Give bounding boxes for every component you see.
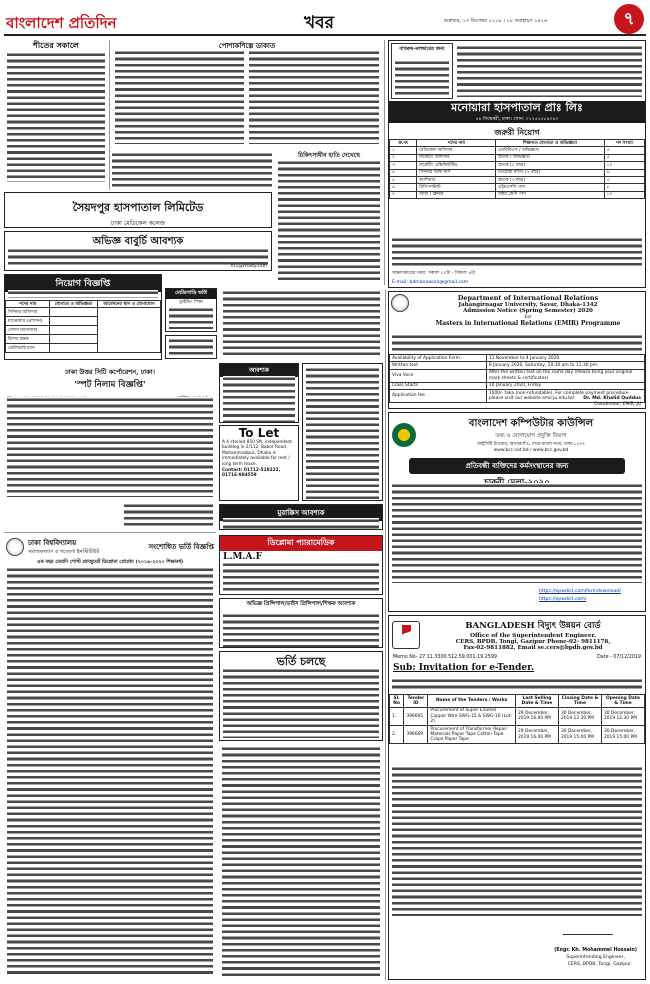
article-title: শীতের সকালে <box>33 40 79 50</box>
column-header: যোগ্যতা ও অভিজ্ঞতা <box>50 301 98 308</box>
website-link[interactable]: https://epwdict.com/ <box>539 597 587 602</box>
university-seal-icon <box>391 294 409 312</box>
notice-bpdb-etender <box>388 615 646 980</box>
bpdb-logo-icon <box>392 621 420 649</box>
ad-contact: Contact: 01712-518222, 01716-984559 <box>222 468 281 479</box>
university-seal-icon <box>6 538 24 556</box>
column-header: Closing Date & Time <box>558 695 601 708</box>
notice-web: www.bcc.net.bd / www.bcc.gov.bd <box>493 448 569 453</box>
notice-for: for <box>524 314 532 320</box>
table-row: ৩ মার্কেটিং এক্সিকিউটিভ স্নাতক (২ বছর) ১০ <box>390 162 645 169</box>
ad-tagline: বাথরুম-মলদ্বারের জন্য <box>399 46 445 52</box>
article-elephant <box>275 150 383 285</box>
notice-office: Office of the Superintendent Engineer. <box>469 633 597 639</box>
notice-title: ঢাকা উত্তর সিটি কর্পোরেশন, ঢাকা। <box>65 368 155 376</box>
table-row: Application fee 1000/- taka (non-refundable). For complete payment procedure please visit our website emir.ju.edu.bd <box>390 390 645 403</box>
table-row: ১ মেডিকেল অফিসার এমবিবিএস / অভিজ্ঞতা ৫ <box>390 147 645 154</box>
ad-hospital-banner <box>4 192 272 228</box>
ad-address: ৫৪ সিদ্ধেশ্বরী, ঢাকা। ফোন: ০১৭৫৫৫৮৯০৯০ <box>475 117 559 122</box>
column-header: Tender ID <box>404 695 428 708</box>
memo-date: Date - 07/12/2019 <box>597 655 641 660</box>
ad-bottom-mid <box>219 744 383 980</box>
job-title: সেলস ম্যানেজার <box>6 326 50 335</box>
ad-title: মোটরগাড়ি ভর্তি <box>166 289 216 299</box>
ad-subtitle: ড্রাইভিং শিক্ষা <box>179 300 203 305</box>
job-title: ম্যানেজার (প্রশাসন) <box>6 317 50 326</box>
column-header: ক্র.নং <box>390 140 417 147</box>
notice-fax: Fax-02-9811882, Email se.cers@bpdb.gov.bd <box>463 645 603 651</box>
ad-title: নিয়োগ বিজ্ঞপ্তি <box>5 275 161 292</box>
column-header: আবেদনের স্থান ও যোগাযোগ <box>98 301 161 308</box>
notice-address: আইসিটি টাওয়ার, আগারগাঁও, শেরে-বাংলা নগর, ঢাকা-১২০৭ <box>477 442 585 447</box>
ad-title: মুরাক্কিস আবশ্যক <box>220 505 382 521</box>
table-row: ৪ সিনিয়র স্টাফ নার্স ডিপ্লোমা নার্সিং (২ বছর) ৬ <box>390 169 645 176</box>
article-title: পোশাকশিল্পে ডাকাত <box>218 41 276 50</box>
ad-title: ভর্তি চলছে <box>276 655 326 668</box>
table-row: Class Starts 10 January 2020, Friday <box>390 382 645 389</box>
table-row: ৬ রিসিপশনিস্ট এইচএসসি পাস ৮ <box>390 184 645 191</box>
notice-ju-admission <box>388 291 646 409</box>
notice-subtitle: সংশোধিত ভর্তি বিজ্ঞপ্তি <box>148 542 214 551</box>
column-header: Name of the Tenders / Works <box>428 695 516 708</box>
table-row: ৫ ক্যাশিয়ার স্নাতক (৩ বছর) ৩ <box>390 177 645 184</box>
ad-chef-wanted <box>4 231 272 271</box>
signatory-org: CERS, BPDB, Tongi, Gazipur <box>567 962 631 967</box>
ad-principal-wanted <box>219 598 383 648</box>
ad-subtitle: ঢাকা মেডিকেল কলেজ <box>110 220 166 227</box>
notice-title: BANGLADESH বিদ্যুৎ উন্নয়ন বোর্ড <box>465 621 601 631</box>
notice-program: Masters in International Relations (EMIR) Programme <box>435 320 621 327</box>
ad-murakkis <box>219 504 383 530</box>
notice-title: ঢাকা বিশ্ববিদ্যালয় <box>28 538 77 547</box>
job-title: ডেলিভারি ম্যান <box>6 344 50 353</box>
column-header: Sl. No <box>390 695 404 708</box>
job-title: সিনিয়র অফিসার <box>6 308 50 317</box>
ad-paramedic <box>219 535 383 595</box>
column-header: পদের নাম <box>417 140 496 147</box>
masthead <box>4 4 646 36</box>
jobs-table <box>389 139 645 199</box>
section-title: খবর <box>304 13 334 33</box>
ad-title: অভিজ্ঞ বাবুর্চি আবশ্যক <box>92 236 184 247</box>
table-row: 1. 396665 Procurement of Super Enamel Copper Wire SWG-15 & SWG-16 (Lot-2) 29 December, 2019 16.00 PM 30 December, 2019 12.30 PM 30 December, 2019 12.30 PM <box>390 707 645 725</box>
notice-address: CERS, BPDB, Tongi, Gazipur Phone-02- 9811178, <box>455 639 611 645</box>
signatory-title: Superintending Engineer, <box>566 955 625 960</box>
table-row: ৭ আয়া / ক্লিনার অষ্টম শ্রেণী পাস ১০ <box>390 191 645 198</box>
fair-title: প্রতিবন্ধী ব্যক্তিদের কর্মসংস্থানের জন্য <box>465 461 569 470</box>
notice-dncc-auction <box>4 363 216 531</box>
ad-motor-driving <box>165 288 217 332</box>
notice-admission: Admission Notice (Spring Semester) 2020 <box>463 308 593 314</box>
ad-recruitment-notice <box>4 274 162 360</box>
memo-number: Memo No- 27.11.3300.512.59.001.19.2599 <box>393 655 497 660</box>
ad-email: E-mail: bdmanowara@gmail.com <box>392 280 469 285</box>
notice-subtitle: তথ্য ও যোগাযোগ প্রযুক্তি বিভাগ <box>495 433 567 439</box>
ad-title: মনোয়ারা হাসপাতাল প্রাঃ লিঃ <box>451 101 583 114</box>
ad-contact: সাক্ষাৎকারের সময়: সকাল ১০টা - বিকাল ৪টা <box>392 271 476 276</box>
column-header: পদ সংখ্যা <box>604 140 644 147</box>
ad-title: আবশ্যক <box>220 364 298 377</box>
ad-brand: L.M.A.F <box>223 552 263 562</box>
ad-title: ডিপ্লোমা প্যারামেডিক <box>220 536 382 551</box>
newspaper-logo: বাংলাদেশ প্রতিদিন <box>6 14 117 32</box>
form-download-link[interactable]: https://epwdict.com/formdownload/ <box>539 589 621 594</box>
ad-title: অভিজ্ঞ প্রিন্সিপাল/ভাইস প্রিন্সিপাল/শিক্ষক আবশ্যক <box>246 601 356 607</box>
jobs-title: জরুরী নিয়োগ <box>494 127 540 137</box>
ad-admission-open <box>219 651 383 741</box>
column-header: শিক্ষাগত যোগ্যতা ও অভিজ্ঞতা <box>496 140 604 147</box>
issue-date: শুক্রবার, ১৩ ডিসেম্বর ২০১৯ । ২৮ অগ্রহায়ণ ১৪২৬ <box>444 18 548 24</box>
notice-dhaka-university <box>4 535 216 980</box>
ad-misc-small <box>165 335 217 359</box>
bcc-logo-icon <box>392 423 416 447</box>
tender-table <box>389 694 645 744</box>
table-row: Availability of Application Form 11 November to 4 January 2020 <box>390 355 645 362</box>
signature <box>562 921 617 935</box>
recruitment-table <box>5 300 161 353</box>
coordinator-title: Coordinator, EMIR, JU <box>594 402 641 407</box>
article-garments <box>112 40 382 146</box>
column-header: Opening Date & Time <box>601 695 644 708</box>
notice-title: Department of International Relations <box>457 294 599 302</box>
article-right-small <box>220 288 383 360</box>
table-row: ২ মার্কেটিং অফিসার স্নাতক / অভিজ্ঞতা ৫ <box>390 154 645 161</box>
job-title: হিসাব রক্ষক <box>6 335 50 344</box>
article-title: চিকিৎসাধীন হাতি দেখেছে <box>298 152 360 159</box>
ad-body: A 4 storied 850 Sft. independent building in 2/112, Babor Road, Mohammadpur, Dhaka is immediately available for rent / long term lease. <box>222 440 292 467</box>
notice-title: বাংলাদেশ কম্পিউটার কাউন্সিল <box>468 418 594 429</box>
notice-subtitle: 'স্পট নিলাম বিজ্ঞপ্তি' <box>74 380 146 390</box>
table-row: Written test 8 January 2020, Saturday, 10:30 am to 11:30 pm. <box>390 362 645 369</box>
article-winter-morning <box>4 40 108 190</box>
page-number: ৭ <box>614 4 644 34</box>
ad-medical-tutor <box>302 363 383 501</box>
notice-institute: সমাজকল্যাণ ও গবেষণা ইনস্টিটিউট <box>28 549 100 555</box>
notice-program: এক বছর মেয়াদি পোস্ট গ্র্যাজুয়েট ডিপ্লোমা প্রোগ্রাম (২০১৯-২০২০ শিক্ষাবর্ষ) <box>36 559 184 565</box>
ad-title: সৈয়দপুর হাসপাতাল লিমিটেড <box>72 201 204 214</box>
ad-title: To Let <box>238 426 280 440</box>
table-row: Viva Voce After the written test on the same day (Please bring your original mark sheets & certificates) <box>390 369 645 382</box>
notice-bcc <box>388 412 646 612</box>
column-header: পদের নাম <box>6 301 50 308</box>
ad-to-let <box>219 425 299 501</box>
coordinator-name: Dr. Md. Khalid Quddus <box>583 396 641 401</box>
column-header: Last Selling Date & Time <box>515 695 558 708</box>
signatory-name: (Engr. Kh. Mohammel Hossain) <box>554 948 637 953</box>
table-row: 2. 396669 Procurement of Transformer Repair Materials Paper Tape Cotton Tape Crape Paper Tape 29 December, 2019 16.00 PM 30 December, 2019 15.00 PM 30 December, 2019 15.00 PM <box>390 726 645 744</box>
ad-email: hr1@chaity.com <box>230 264 267 269</box>
ad-engineers <box>219 363 299 423</box>
ad-manowara-hospital <box>388 40 646 288</box>
notice-subtitle: Jahangirnagar University, Savar, Dhaka-1342 <box>458 302 598 308</box>
notice-subject: Sub: Invitation for e-Tender. <box>393 663 535 673</box>
